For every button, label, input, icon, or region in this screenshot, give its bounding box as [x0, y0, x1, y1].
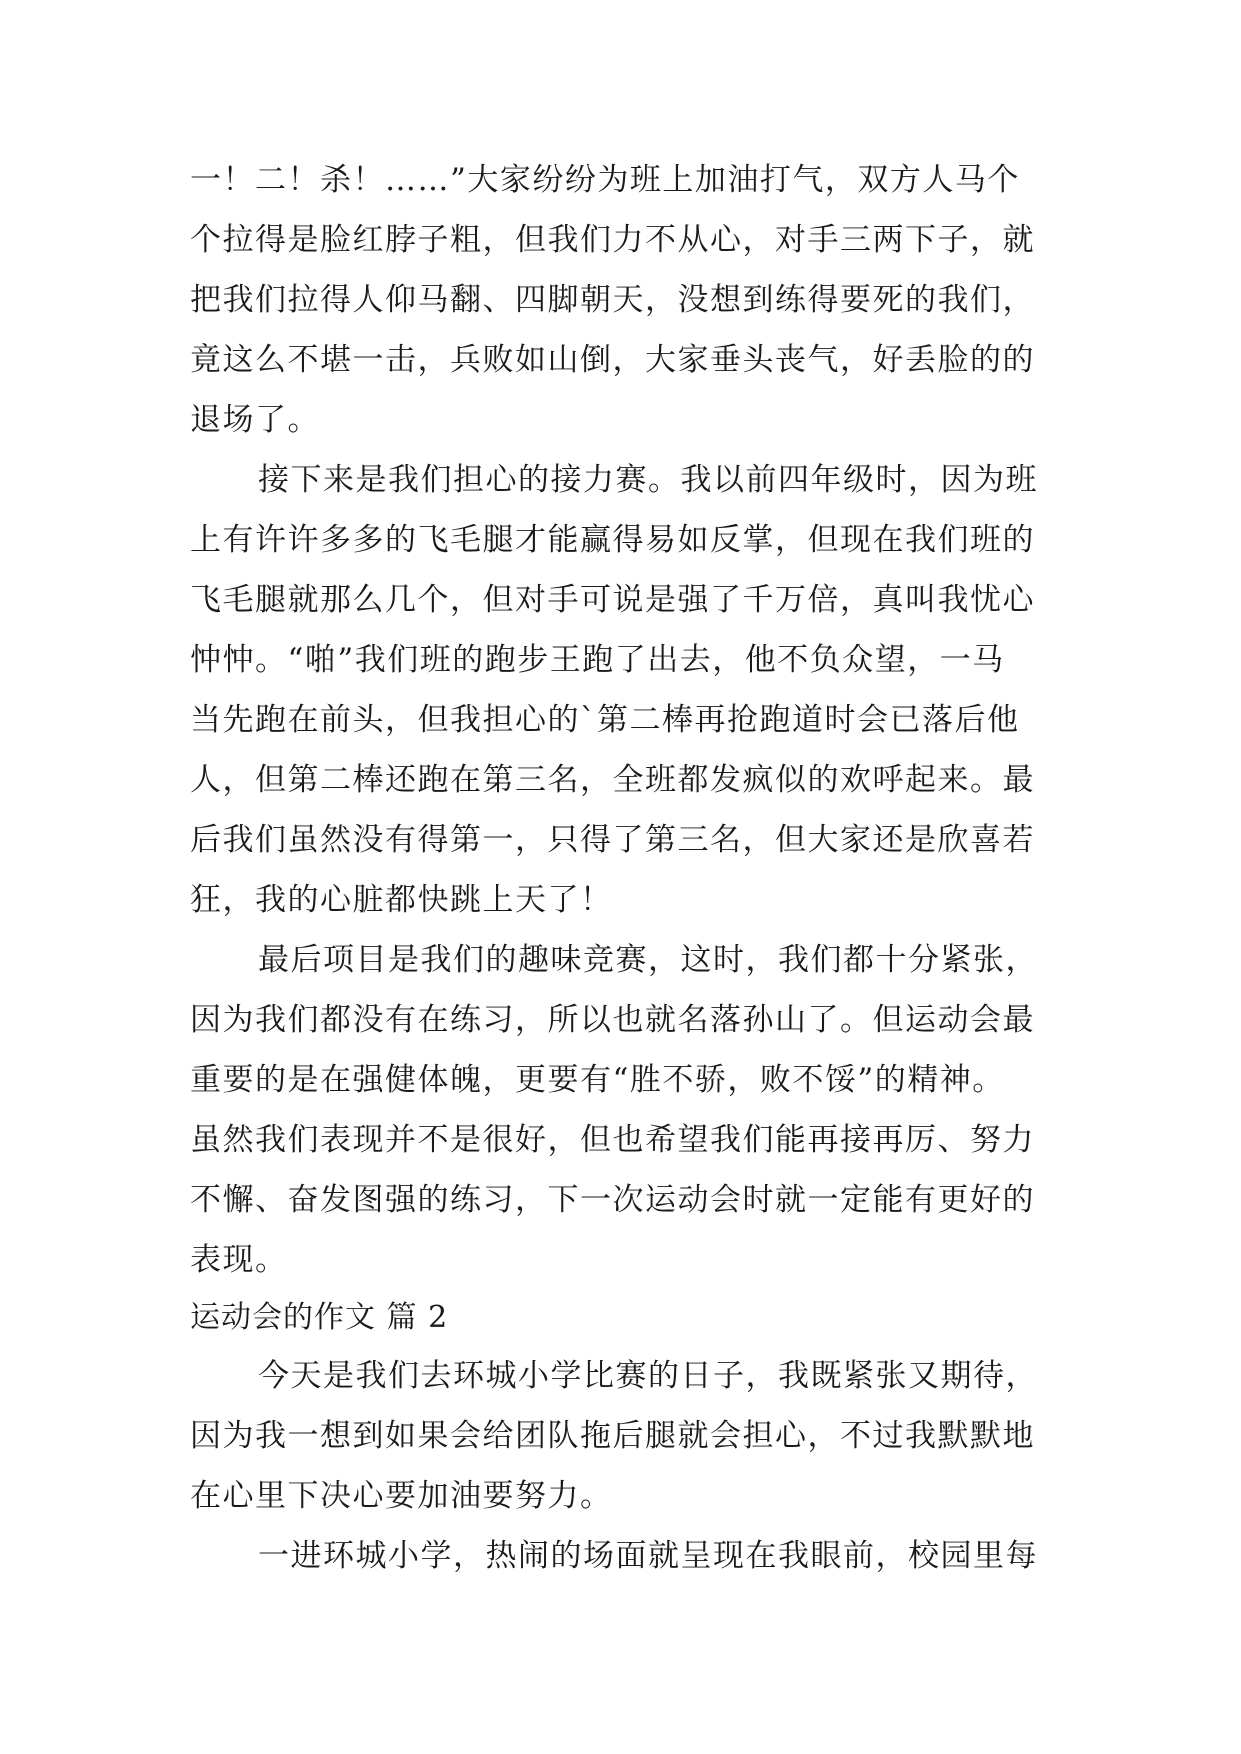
section-heading: 运动会的作文 篇 2 — [190, 1300, 449, 1335]
text-line: 在心里下决心要加油要努力。 — [190, 1478, 613, 1514]
paragraph — [190, 150, 1070, 450]
text-line: 虽然我们表现并不是很好，但也希望我们能再接再厉、努力 — [190, 1122, 1035, 1158]
text-line: 一！二！杀！……”大家纷纷为班上加油打气，双方人马个 — [190, 162, 1020, 198]
text-line: 飞毛腿就那么几个，但对手可说是强了千万倍，真叫我忧心 — [190, 582, 1035, 618]
text-line: 一进环城小学，热闹的场面就呈现在我眼前，校园里每 — [258, 1538, 1038, 1574]
paragraph — [190, 450, 1070, 930]
text-line: 因为我们都没有在练习，所以也就名落孙山了。但运动会最 — [190, 1002, 1035, 1038]
text-line: 退场了。 — [190, 402, 320, 438]
text-line: 重要的是在强健体魄，更要有“胜不骄，败不馁”的精神。 — [190, 1062, 1005, 1098]
text-line: 因为我一想到如果会给团队拖后腿就会担心，不过我默默地 — [190, 1418, 1035, 1454]
paragraph — [190, 1346, 1070, 1526]
text-line: 人，但第二棒还跑在第三名，全班都发疯似的欢呼起来。最 — [190, 762, 1035, 798]
paragraph — [190, 930, 1070, 1290]
text-line: 最后项目是我们的趣味竞赛，这时，我们都十分紧张， — [258, 942, 1038, 978]
text-line: 竟这么不堪一击，兵败如山倒，大家垂头丧气，好丢脸的的 — [190, 342, 1035, 378]
text-line: 把我们拉得人仰马翻、四脚朝天，没想到练得要死的我们， — [190, 282, 1035, 318]
text-line: 今天是我们去环城小学比赛的日子，我既紧张又期待， — [258, 1358, 1038, 1394]
text-line: 当先跑在前头，但我担心的`第二棒再抢跑道时会已落后他 — [190, 702, 1020, 738]
text-line: 后我们虽然没有得第一，只得了第三名，但大家还是欣喜若 — [190, 822, 1035, 858]
paragraph — [190, 1526, 1070, 1586]
text-line: 忡忡。“啪”我们班的跑步王跑了出去，他不负众望，一马 — [190, 642, 1005, 678]
text-line: 狂，我的心脏都快跳上天了！ — [190, 882, 613, 918]
document-body — [190, 150, 1070, 1586]
text-line: 不懈、奋发图强的练习，下一次运动会时就一定能有更好的 — [190, 1182, 1035, 1218]
text-line: 个拉得是脸红脖子粗，但我们力不从心，对手三两下子，就 — [190, 222, 1035, 258]
text-line: 接下来是我们担心的接力赛。我以前四年级时，因为班 — [258, 462, 1038, 498]
text-line: 表现。 — [190, 1242, 288, 1278]
text-line: 上有许许多多的飞毛腿才能赢得易如反掌，但现在我们班的 — [190, 522, 1035, 558]
